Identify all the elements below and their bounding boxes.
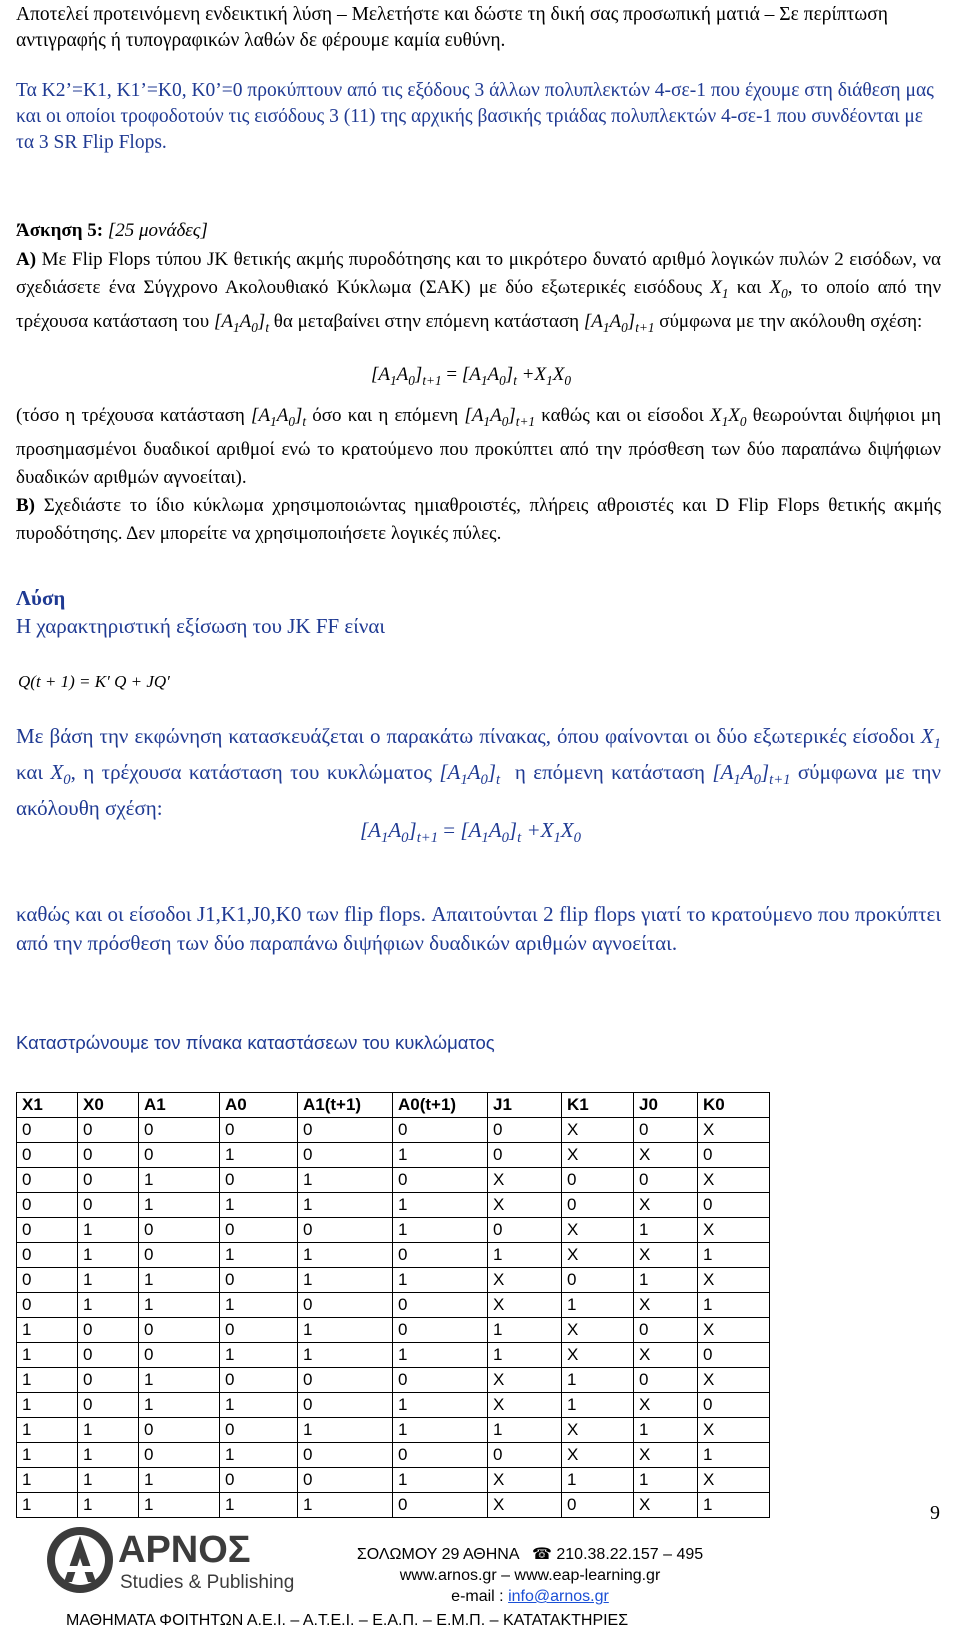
table-cell: 0 — [488, 1143, 562, 1168]
table-cell: X — [634, 1443, 698, 1468]
table-cell: 1 — [393, 1218, 488, 1243]
table-cell: 0 — [78, 1318, 139, 1343]
email-link[interactable]: info@arnos.gr — [508, 1588, 609, 1605]
table-cell: 0 — [139, 1418, 220, 1443]
table-cell: X — [634, 1143, 698, 1168]
address: ΣΟΛΩΜΟΥ 29 ΑΘΗΝΑ — [356, 1546, 519, 1563]
table-cell: 0 — [220, 1318, 298, 1343]
table-cell: 0 — [298, 1443, 393, 1468]
table-cell: X — [634, 1293, 698, 1318]
exercise-part-a: Α) Με Flip Flops τύπου JK θετικής ακμής πυροδότησης και το μικρότερο δυνατό αριθμό λογικών πυλών 2 εισόδων, να σχεδιάσετε ένα Σύγχρονο Ακολουθιακό Κύκλωμα (ΣΑΚ) με δύο εξωτερικές εισόδους $X_1$ και $X_0$, το οποίο από την τρέχουσα κατάσταση του $[A_1A_0]_t$ θα μεταβαίνει στην επόμενη κατάσταση $[A_1A_0]_{t+1}$ σύμφωνα με την ακόλουθη σχέση: — [16, 249, 942, 335]
table-cell: 0 — [139, 1318, 220, 1343]
part-a-label: Α) — [16, 249, 37, 270]
table-cell: 1 — [298, 1418, 393, 1443]
table-header-cell: K0 — [698, 1093, 770, 1118]
phone-icon: ☎ — [531, 1546, 552, 1563]
table-cell: 1 — [17, 1393, 78, 1418]
table-cell: X — [488, 1393, 562, 1418]
table-cell: X — [698, 1218, 770, 1243]
table-cell: 0 — [17, 1193, 78, 1218]
table-cell: 1 — [562, 1293, 634, 1318]
table-cell: 1 — [78, 1293, 139, 1318]
logo-tagline: Studies & Publishing — [120, 1572, 295, 1593]
solution-title: Λύση — [16, 586, 66, 610]
table-cell: 0 — [139, 1118, 220, 1143]
table-header-cell: A1(t+1) — [298, 1093, 393, 1118]
table-cell: 1 — [78, 1443, 139, 1468]
table-body — [17, 1118, 770, 1518]
part-a-text: Με Flip Flops τύπου JK θετικής ακμής πυροδότησης και το μικρότερο δυνατό αριθμό λογικών πυλών 2 εισόδων, να σχεδιάσετε ένα Σύγχρονο Ακολουθιακό Κύκλωμα (ΣΑΚ) με δύο εξωτερικές εισόδους — [16, 249, 941, 298]
table-cell: X — [634, 1193, 698, 1218]
table-cell: X — [488, 1168, 562, 1193]
logo-emblem-icon — [47, 1527, 113, 1593]
table-cell: 0 — [139, 1343, 220, 1368]
table-cell: X — [488, 1493, 562, 1518]
table-cell: X — [562, 1143, 634, 1168]
table-cell: 0 — [562, 1268, 634, 1293]
table-cell: 0 — [139, 1218, 220, 1243]
table-header-cell: X1 — [17, 1093, 78, 1118]
table-cell: 1 — [220, 1343, 298, 1368]
table-cell: 1 — [298, 1268, 393, 1293]
table-cell: 1 — [17, 1443, 78, 1468]
table-cell: 1 — [562, 1468, 634, 1493]
page-number: 9 — [930, 1502, 940, 1524]
table-cell: X — [698, 1118, 770, 1143]
table-cell: 0 — [488, 1118, 562, 1143]
table-cell: 1 — [298, 1193, 393, 1218]
table-header-cell: A1 — [139, 1093, 220, 1118]
table-cell: X — [488, 1193, 562, 1218]
table-cell: 0 — [220, 1468, 298, 1493]
table-row — [17, 1493, 770, 1518]
table-cell: 1 — [139, 1393, 220, 1418]
table-cell: 1 — [634, 1418, 698, 1443]
table-cell: 1 — [634, 1218, 698, 1243]
logo-brand: ΑΡΝΟΣ — [118, 1529, 251, 1571]
table-cell: 1 — [393, 1418, 488, 1443]
table-cell: 1 — [78, 1493, 139, 1518]
table-cell: 0 — [220, 1368, 298, 1393]
table-cell: X — [562, 1118, 634, 1143]
table-cell: 1 — [139, 1468, 220, 1493]
table-cell: 0 — [220, 1218, 298, 1243]
table-header-cell: K1 — [562, 1093, 634, 1118]
solution-paragraph-2: καθώς και οι είσοδοι J1,K1,J0,K0 των flip flops. Απαιτούνται 2 flip flops γιατί το κρατούμενο που προκύπτει από την πρόσθεση των δύο παραπάνω διψήφιων δυαδικών αριθμών αγνοείται. — [16, 902, 941, 955]
table-cell: 1 — [562, 1393, 634, 1418]
table-row — [17, 1143, 770, 1168]
table-cell: X — [698, 1418, 770, 1443]
table-cell: 1 — [634, 1268, 698, 1293]
solution-characteristic: Η χαρακτηριστική εξίσωση του JK FF είναι — [16, 614, 386, 638]
table-cell: 1 — [298, 1243, 393, 1268]
table-cell: 1 — [220, 1393, 298, 1418]
table-cell: 1 — [488, 1318, 562, 1343]
table-row — [17, 1418, 770, 1443]
part-b-text: Σχεδιάστε το ίδιο κύκλωμα χρησιμοποιώντας ημιαθροιστές, πλήρεις αθροιστές και D Flip Flops θετικής ακμής πυροδότησης. Δεν μπορείτε να χρησιμοποιήσετε λογικές πύλες. — [16, 495, 942, 544]
table-cell: 0 — [393, 1243, 488, 1268]
table-cell: 0 — [298, 1468, 393, 1493]
table-cell: 0 — [17, 1243, 78, 1268]
table-cell: 0 — [17, 1218, 78, 1243]
table-cell: 0 — [139, 1443, 220, 1468]
table-row — [17, 1168, 770, 1193]
table-cell: 1 — [220, 1143, 298, 1168]
table-cell: 0 — [393, 1118, 488, 1143]
table-header-cell: J0 — [634, 1093, 698, 1118]
table-cell: 1 — [139, 1493, 220, 1518]
table-row — [17, 1368, 770, 1393]
table-caption: Καταστρώνουμε τον πίνακα καταστάσεων του κυκλώματος — [16, 1032, 495, 1053]
table-cell: 1 — [698, 1293, 770, 1318]
email-line: e-mail : info@arnos.gr — [451, 1588, 609, 1605]
table-cell: 0 — [220, 1418, 298, 1443]
table-cell: X — [634, 1493, 698, 1518]
intro-paragraph: Τα K2’=K1, K1’=K0, K0’=0 προκύπτουν από τις εξόδους 3 άλλων πολυπλεκτών 4-σε-1 που έχουμε στη διάθεση μας και οι οποίοι τροφοδοτούν τις εισόδους 3 (11) της αρχικής βασικής τριάδας πολυπλεκτών 4-σε-1 που συνδέονται με τα 3 SR Flip Flops. — [16, 80, 934, 153]
table-row — [17, 1468, 770, 1493]
footer-text: ΜΑΘΗΜΑΤΑ ΦΟΙΤΗΤΩΝ Α.Ε.Ι. – Α.Τ.Ε.Ι. – Ε.Α.Π. – Ε.Μ.Π. – ΚΑΤΑΤΑΚΤΗΡΙΕΣ — [66, 1612, 629, 1629]
table-cell: X — [562, 1343, 634, 1368]
table-cell: 0 — [17, 1118, 78, 1143]
phone: 210.38.22.157 – 495 — [556, 1546, 704, 1563]
table-row — [17, 1343, 770, 1368]
exercise-label: Άσκηση 5: — [16, 220, 104, 241]
table-header-cell: J1 — [488, 1093, 562, 1118]
table-cell: 1 — [698, 1443, 770, 1468]
table-row — [17, 1393, 770, 1418]
table-cell: X — [698, 1468, 770, 1493]
table-cell: 0 — [393, 1168, 488, 1193]
table-cell: X — [698, 1268, 770, 1293]
table-cell: X — [562, 1418, 634, 1443]
table-cell: 1 — [393, 1343, 488, 1368]
exercise-note: (τόσο η τρέχουσα κατάσταση $[A_1A_0]_t$ όσο και η επόμενη $[A_1A_0]_{t+1}$ καθώς και οι είσοδοι $X_1X_0$ θεωρούνται διψήφιοι μη προσημασμένοι δυαδικοί αριθμοί ενώ το κρατούμενο που προκύπτει από την πρόσθεση των δύο παραπάνω διψήφιων δυαδικών αριθμών αγνοείται). — [16, 405, 942, 488]
table-cell: 1 — [139, 1193, 220, 1218]
table-cell: 0 — [488, 1443, 562, 1468]
table-cell: X — [562, 1443, 634, 1468]
table-row — [17, 1118, 770, 1143]
table-cell: 1 — [488, 1418, 562, 1443]
disclaimer: Αποτελεί προτεινόμενη ενδεικτική λύση – Μελετήστε και δώστε τη δική σας προσωπική ματιά – Σε περίπτωση αντιγραφής ή τυπογραφικών λαθών δε φέρουμε καμία ευθύνη. — [16, 4, 888, 51]
table-cell: 1 — [139, 1268, 220, 1293]
table-cell: 1 — [139, 1368, 220, 1393]
table-cell: 1 — [220, 1443, 298, 1468]
table-cell: 0 — [698, 1143, 770, 1168]
table-cell: 1 — [17, 1418, 78, 1443]
exercise-points: [25 μονάδες] — [107, 220, 208, 241]
table-cell: 0 — [634, 1318, 698, 1343]
table-cell: 1 — [220, 1493, 298, 1518]
table-cell: 1 — [220, 1193, 298, 1218]
table-cell: 1 — [78, 1243, 139, 1268]
table-cell: 1 — [139, 1293, 220, 1318]
table-cell: X — [698, 1168, 770, 1193]
table-cell: 0 — [562, 1193, 634, 1218]
table-cell: 0 — [634, 1118, 698, 1143]
table-cell: 0 — [488, 1218, 562, 1243]
exercise-equation: $[A_1A_0]_{t+1} = [A_1A_0]_t +X_1X_0$ — [371, 364, 572, 388]
table-cell: 1 — [393, 1393, 488, 1418]
table-cell: 1 — [393, 1268, 488, 1293]
table-cell: 0 — [562, 1493, 634, 1518]
table-cell: 1 — [698, 1243, 770, 1268]
table-cell: 1 — [698, 1493, 770, 1518]
table-cell: 0 — [698, 1343, 770, 1368]
table-cell: X — [562, 1218, 634, 1243]
table-header-cell: X0 — [78, 1093, 139, 1118]
table-cell: 0 — [298, 1293, 393, 1318]
part-b-label: Β) — [16, 495, 35, 516]
table-cell: 0 — [78, 1393, 139, 1418]
table-cell: 1 — [393, 1193, 488, 1218]
table-cell: 1 — [488, 1343, 562, 1368]
table-row — [17, 1243, 770, 1268]
table-cell: 1 — [17, 1318, 78, 1343]
table-cell: 0 — [220, 1168, 298, 1193]
table-cell: 0 — [220, 1118, 298, 1143]
table-cell: 0 — [78, 1368, 139, 1393]
arnos-logo — [44, 1522, 324, 1598]
table-cell: 0 — [298, 1218, 393, 1243]
state-table — [16, 1092, 770, 1518]
table-row — [17, 1193, 770, 1218]
table-cell: 1 — [488, 1243, 562, 1268]
table-cell: 1 — [393, 1468, 488, 1493]
table-cell: 0 — [17, 1168, 78, 1193]
table-cell: 0 — [298, 1118, 393, 1143]
table-cell: 1 — [298, 1343, 393, 1368]
table-cell: X — [562, 1318, 634, 1343]
table-header-cell: A0 — [220, 1093, 298, 1118]
table-cell: 0 — [298, 1393, 393, 1418]
table-cell: X — [698, 1368, 770, 1393]
table-cell: 1 — [17, 1468, 78, 1493]
table-cell: 1 — [298, 1318, 393, 1343]
table-cell: 0 — [17, 1268, 78, 1293]
table-cell: X — [634, 1393, 698, 1418]
table-cell: 1 — [298, 1493, 393, 1518]
table-cell: X — [488, 1368, 562, 1393]
table-cell: 0 — [220, 1268, 298, 1293]
table-cell: 1 — [17, 1343, 78, 1368]
table-cell: 0 — [393, 1318, 488, 1343]
table-cell: 0 — [393, 1443, 488, 1468]
table-cell: 0 — [17, 1293, 78, 1318]
table-row — [17, 1443, 770, 1468]
table-cell: 0 — [139, 1143, 220, 1168]
exercise-title — [16, 220, 208, 242]
table-cell: 0 — [634, 1368, 698, 1393]
table-cell: 1 — [139, 1168, 220, 1193]
table-cell: X — [634, 1343, 698, 1368]
table-cell: 1 — [78, 1468, 139, 1493]
table-row — [17, 1318, 770, 1343]
table-cell: 0 — [393, 1368, 488, 1393]
table-cell: 1 — [220, 1293, 298, 1318]
table-cell: 1 — [393, 1143, 488, 1168]
solution-equation: $[A_1A_0]_{t+1} = [A_1A_0]_t +X_1X_0$ — [360, 818, 581, 847]
solution-paragraph-1: Με βάση την εκφώνηση κατασκευάζεται ο παρακάτω πίνακας, όπου φαίνονται οι δύο εξωτερικές είσοδοι $X_1$ και $X_0$, η τρέχουσα κατάσταση του κυκλώματος $[A_1A_0]_t$ η επόμενη κατάσταση $[A_1A_0]_{t+1}$ σύμφωνα με την ακόλουθη σχέση: — [16, 724, 942, 821]
table-cell: X — [488, 1468, 562, 1493]
table-cell: 0 — [393, 1293, 488, 1318]
table-row — [17, 1218, 770, 1243]
table-cell: 1 — [17, 1368, 78, 1393]
table-header-cell: A0(t+1) — [393, 1093, 488, 1118]
contact-address-line — [320, 1544, 740, 1565]
table-cell: 1 — [78, 1268, 139, 1293]
table-cell: X — [698, 1318, 770, 1343]
table-row — [17, 1293, 770, 1318]
table-cell: 0 — [78, 1143, 139, 1168]
table-cell: 0 — [17, 1143, 78, 1168]
table-cell: 0 — [298, 1143, 393, 1168]
websites[interactable]: www.arnos.gr – www.eap-learning.gr — [399, 1567, 661, 1584]
table-row — [17, 1268, 770, 1293]
table-cell: 0 — [139, 1243, 220, 1268]
table-cell: 0 — [298, 1368, 393, 1393]
table-cell: 0 — [78, 1118, 139, 1143]
table-cell: 0 — [634, 1168, 698, 1193]
contact-block — [320, 1544, 740, 1607]
exercise-part-b — [16, 492, 941, 548]
table-cell: 1 — [220, 1243, 298, 1268]
table-cell: 1 — [78, 1218, 139, 1243]
table-cell: 0 — [78, 1343, 139, 1368]
table-cell: X — [488, 1293, 562, 1318]
table-cell: 1 — [17, 1493, 78, 1518]
table-cell: 1 — [298, 1168, 393, 1193]
table-cell: X — [488, 1268, 562, 1293]
table-cell: X — [562, 1243, 634, 1268]
table-header-row — [17, 1093, 770, 1118]
table-cell: 1 — [562, 1368, 634, 1393]
jk-formula: Q(t + 1) = K′ Q + JQ′ — [18, 672, 170, 691]
table-cell: 0 — [78, 1168, 139, 1193]
table-cell: X — [634, 1243, 698, 1268]
table-cell: 0 — [562, 1168, 634, 1193]
table-cell: 1 — [634, 1468, 698, 1493]
table-cell: 0 — [78, 1193, 139, 1218]
table-cell: 0 — [698, 1393, 770, 1418]
table-cell: 0 — [393, 1493, 488, 1518]
table-cell: 1 — [78, 1418, 139, 1443]
table-cell: 0 — [698, 1193, 770, 1218]
